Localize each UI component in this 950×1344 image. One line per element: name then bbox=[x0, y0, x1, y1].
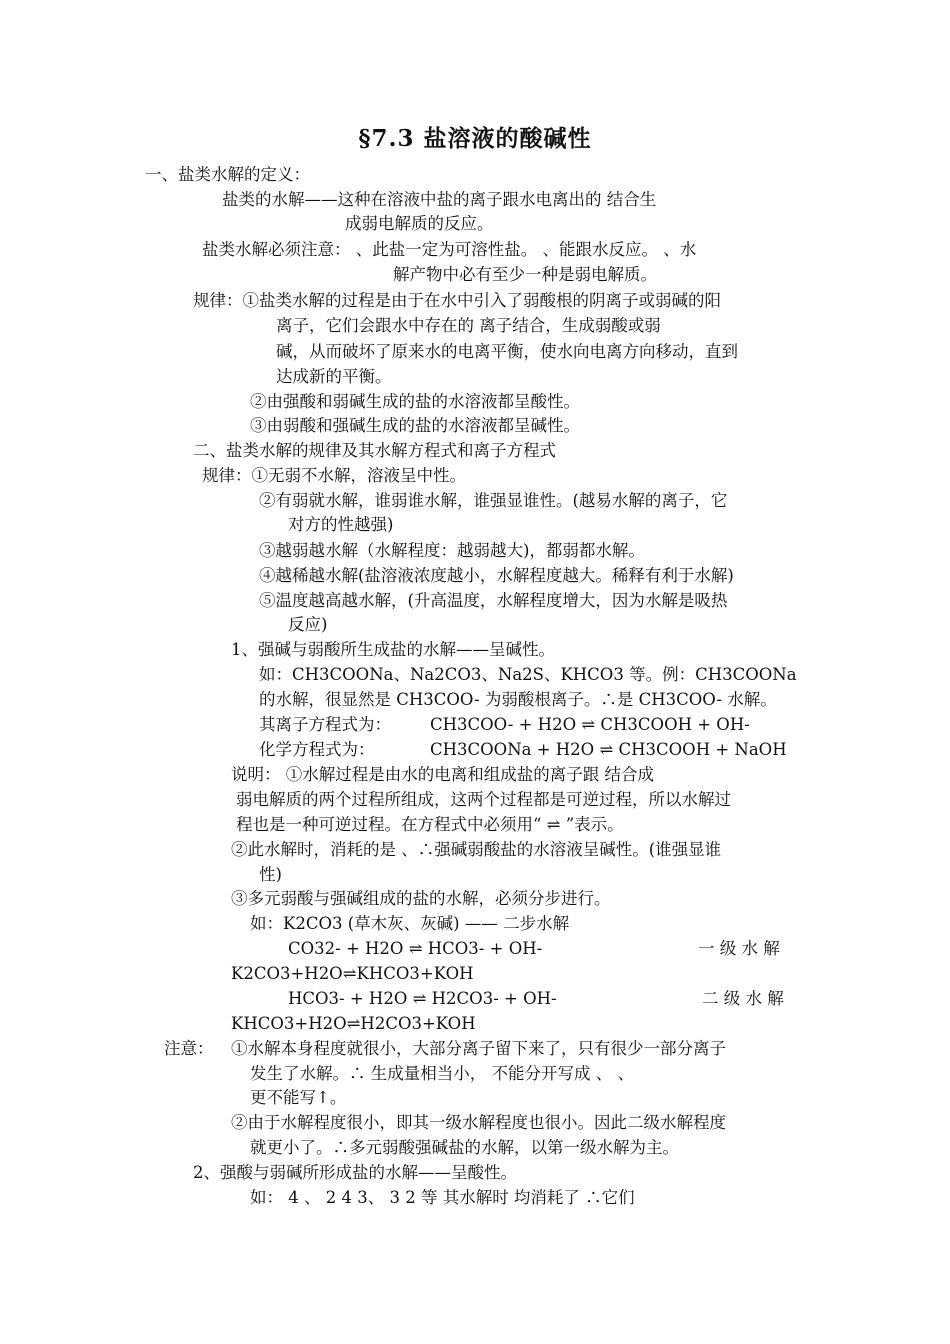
text-line: 弱电解质的两个过程所组成，这两个过程都是可逆过程，所以水解过 bbox=[236, 790, 731, 809]
text-line: 对方的性越强) bbox=[288, 515, 394, 534]
equation: K2CO3+H2O⇌KHCO3+KOH bbox=[231, 964, 474, 983]
text-line: ④越稀越水解(盐溶液浓度越小，水解程度越大。稀释有利于水解) bbox=[259, 566, 734, 585]
equation: KHCO3+H2O⇌H2CO3+KOH bbox=[231, 1014, 476, 1033]
text-line: ⑤温度越高越水解，(升高温度，水解程度增大，因为水解是吸热 bbox=[259, 591, 728, 610]
text-line: 发生了水解。∴ 生成量相当小， 不能分开写成 、 、 bbox=[250, 1064, 634, 1083]
equation-note: 二 级 水 解 bbox=[702, 989, 784, 1008]
text-line: 规律：①盐类水解的过程是由于在水中引入了弱酸根的阴离子或弱碱的阳 bbox=[193, 291, 721, 310]
text-line: 盐类的水解——这种在溶液中盐的离子跟水电离出的 结合生 bbox=[222, 190, 657, 209]
text-line: 说明： ①水解过程是由水的电离和组成盐的离子跟 结合成 bbox=[231, 765, 654, 784]
text-line: 就更小了。∴多元弱酸强碱盐的水解，以第一级水解为主。 bbox=[250, 1138, 679, 1157]
text-line: 离子，它们会跟水中存在的 离子结合，生成弱酸或弱 bbox=[276, 316, 661, 335]
text-line: 如：CH3COONa、Na2CO3、Na2S、KHCO3 等。例：CH3COONa bbox=[259, 665, 797, 684]
subsection-heading-1: 1、强碱与弱酸所生成盐的水解——呈碱性。 bbox=[231, 640, 555, 659]
text-line: 的水解，很显然是 CH3COO- 为弱酸根离子。∴是 CH3COO- 水解。 bbox=[259, 690, 777, 709]
text-line: 如：K2CO3 (草木灰、灰碱) —— 二步水解 bbox=[250, 914, 570, 933]
text-line: 化学方程式为： bbox=[259, 740, 375, 759]
text-line: ③越弱越水解（水解程度：越弱越大)，都弱都水解。 bbox=[259, 541, 645, 560]
text-line: 达成新的平衡。 bbox=[276, 367, 392, 386]
text-line: 其离子方程式为： bbox=[259, 715, 391, 734]
text-line: 成弱电解质的反应。 bbox=[345, 214, 494, 233]
text-line: ①水解本身程度就很小，大部分离子留下来了，只有很少一部分离子 bbox=[231, 1039, 726, 1058]
section-heading-1: 一、盐类水解的定义： bbox=[145, 165, 310, 184]
text-line: ②此水解时，消耗的是 、∴强碱弱酸盐的水溶液呈碱性。(谁强显谁 bbox=[231, 840, 722, 859]
text-line: ②由强酸和弱碱生成的盐的水溶液都呈酸性。 bbox=[250, 392, 580, 411]
text-line: 程也是一种可逆过程。在方程式中必须用“ ⇌ ”表示。 bbox=[236, 815, 624, 834]
text-line: 碱，从而破坏了原来水的电离平衡，使水向电离方向移动，直到 bbox=[276, 342, 738, 361]
subsection-heading-2: 2、强酸与弱碱所形成盐的水解——呈酸性。 bbox=[193, 1163, 517, 1182]
text-line: 更不能写↑。 bbox=[250, 1088, 347, 1107]
equation: CH3COO- + H2O ⇌ CH3COOH + OH- bbox=[430, 715, 750, 734]
text-line: 如： 4 、 2 4 3、 3 2 等 其水解时 均消耗了 ∴它们 bbox=[250, 1188, 635, 1207]
text-line: ②由于水解程度很小，即其一级水解程度也很小。因此二级水解程度 bbox=[231, 1113, 726, 1132]
text-line: 反应) bbox=[288, 615, 328, 634]
equation: HCO3- + H2O ⇌ H2CO3- + OH- bbox=[288, 989, 557, 1008]
text-line: 规律：①无弱不水解，溶液呈中性。 bbox=[202, 466, 466, 485]
text-line: 性) bbox=[259, 865, 282, 884]
text-line: 盐类水解必须注意： 、此盐一定为可溶性盐。 、能跟水反应。 、水 bbox=[202, 240, 697, 259]
note-label: 注意： bbox=[164, 1039, 214, 1058]
equation: CH3COONa + H2O ⇌ CH3COOH + NaOH bbox=[430, 740, 787, 759]
text-line: ③由弱酸和强碱生成的盐的水溶液都呈碱性。 bbox=[250, 416, 580, 435]
text-line: ③多元弱酸与强碱组成的盐的水解，必须分步进行。 bbox=[231, 889, 611, 908]
section-heading-2: 二、盐类水解的规律及其水解方程式和离子方程式 bbox=[193, 441, 556, 460]
equation: CO32- + H2O ⇌ HCO3- + OH- bbox=[288, 939, 543, 958]
page-title: §7.3 盐溶液的酸碱性 bbox=[358, 125, 592, 152]
text-line: 解产物中必有至少一种是弱电解质。 bbox=[393, 265, 657, 284]
text-line: ②有弱就水解，谁弱谁水解，谁强显谁性。(越易水解的离子，它 bbox=[259, 491, 728, 510]
equation-note: 一 级 水 解 bbox=[698, 939, 780, 958]
